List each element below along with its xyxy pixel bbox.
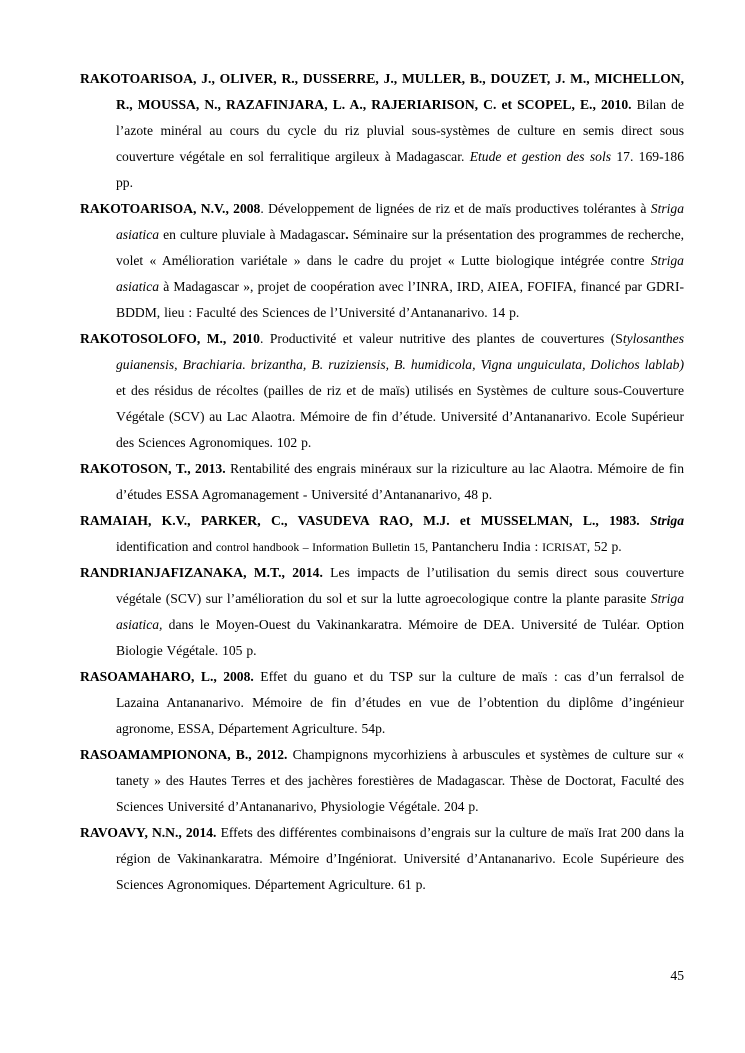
reference-segment: RAKOTOSON, T., 2013. [80, 461, 231, 476]
reference-segment: Striga asiatica [116, 201, 685, 242]
reference-segment: Brachiaria. brizantha, B. ruziziensis, B. humidicola, Vigna unguiculata, Dolichos lablab) [182, 357, 685, 372]
reference-segment: Bilan de l’azote minéral au cours du cycle du riz pluvial sous-systèmes de culture en semis direct sous couverture végétale en sol ferralitique argileux à Madagascar. [116, 97, 684, 164]
reference-segment: RAVOAVY, N.N., 2014. [80, 825, 221, 840]
reference-segment: Striga asiatica [116, 253, 684, 294]
reference-segment: à Madagascar », projet de coopération avec l’INRA, IRD, AIEA, FOFIFA, financé par GDRI-BDDM, lieu : Faculté des Sciences de l’Université d’Antananarivo. 14 p. [116, 279, 684, 320]
reference-segment: Les impacts de l’utilisation du semis direct sous couverture végétale (SCV) sur l’amélioration du sol et sur la lutte agroecologique contre la plante parasite [116, 565, 684, 606]
reference-segment: Striga asiatica, [116, 591, 684, 632]
reference-entry [80, 560, 684, 664]
reference-segment: Rentabilité des engrais minéraux sur la riziculture au lac Alaotra. Mémoire de fin d’études ESSA Agromanagement - Université d’Antananarivo, 48 p. [116, 461, 684, 502]
reference-entry [80, 664, 684, 742]
reference-segment: 17. 169-186 pp. [116, 149, 684, 190]
reference-segment: Effet du guano et du TSP sur la culture de maïs : cas d’un ferralsol de Lazaina Antananarivo. Mémoire de fin d’études en vue de l’obtention du diplôme d’ingénieur agronome, ESSA, Département Agriculture. 54p. [116, 669, 684, 736]
reference-segment: . Productivité et valeur nutritive des plantes de couvertures (S [259, 331, 623, 346]
reference-segment: identification and [116, 539, 216, 554]
reference-segment: et des résidus de récoltes (pailles de riz et de maïs) utilisés en Systèmes de culture sous-Couverture Végétale (SCV) au Lac Alaotra. Mémoire de fin d’étude. Université d’Antananarivo. Ecole Supérieur des Sciences Agronomiques. 102 p. [116, 383, 684, 450]
reference-segment: Etude et gestion des sols [469, 149, 612, 164]
reference-segment: Pantancheru India : [431, 539, 543, 554]
reference-entry [80, 820, 684, 898]
reference-segment: RAMAIAH, K.V., PARKER, C., VASUDEVA RAO, M.J. et MUSSELMAN, L., 1983. [80, 513, 650, 528]
reference-segment: control handbook – Information Bulletin 15, [215, 540, 432, 554]
reference-list [80, 66, 684, 898]
page-number: 45 [670, 968, 684, 983]
reference-segment: Effets des différentes combinaisons d’engrais sur la culture de maïs Irat 200 dans la région de Vakinankaratra. Mémoire d’Ingéniorat. Université d’Antananarivo. Ecole Supérieure des Sciences Agronomiques. Département Agriculture. 61 p. [116, 825, 685, 892]
reference-segment: RAKOTOARISOA, N.V., 2008 [80, 201, 261, 216]
reference-segment: Séminaire sur la présentation des programmes de recherche, volet « Amélioration variétale » dans le cadre du projet « Lutte biologique intégrée contre [116, 227, 685, 268]
reference-segment: Striga [650, 513, 684, 528]
reference-entry [80, 66, 684, 196]
reference-entry [80, 742, 684, 820]
reference-segment: , [174, 357, 183, 372]
reference-segment: RAKOTOSOLOFO, M., 2010 [80, 331, 260, 346]
reference-segment: RASOAMAMPIONONA, B., 2012. [80, 747, 293, 762]
reference-segment: en culture pluviale à Madagascar [159, 227, 346, 242]
reference-segment: . Développement de lignées de riz et de maïs productives tolérantes à [260, 201, 651, 216]
reference-segment: RASOAMAHARO, L., 2008. [80, 669, 261, 684]
reference-segment: RANDRIANJAFIZANAKA, M.T., 2014. [80, 565, 331, 580]
reference-entry [80, 326, 684, 456]
reference-entry [80, 456, 684, 508]
reference-segment: . [345, 227, 353, 242]
reference-entry [80, 196, 684, 326]
reference-segment: Champignons mycorhiziens à arbuscules et systèmes de culture sur « tanety » des Hautes Terres et des jachères forestières de Madagascar. Thèse de Doctorat, Faculté des Sciences Université d’Antananarivo, Physiologie Végétale. 204 p. [116, 747, 684, 814]
reference-segment: , 52 p. [586, 539, 622, 554]
reference-segment: ICRISAT [542, 540, 587, 554]
reference-entry [80, 508, 684, 560]
reference-segment: tylosanthes guianensis [116, 331, 685, 372]
reference-segment: RAKOTOARISOA, J., OLIVER, R., DUSSERRE, J., MULLER, B., DOUZET, J. M., MICHELLON, R., MOUSSA, N., RAZAFINJARA, L. A., RAJERIARISON, C. et SCOPEL, E., 2010. [80, 71, 684, 112]
reference-segment: dans le Moyen-Ouest du Vakinankaratra. Mémoire de DEA. Université de Tuléar. Option Biologie Végétale. 105 p. [116, 617, 684, 658]
